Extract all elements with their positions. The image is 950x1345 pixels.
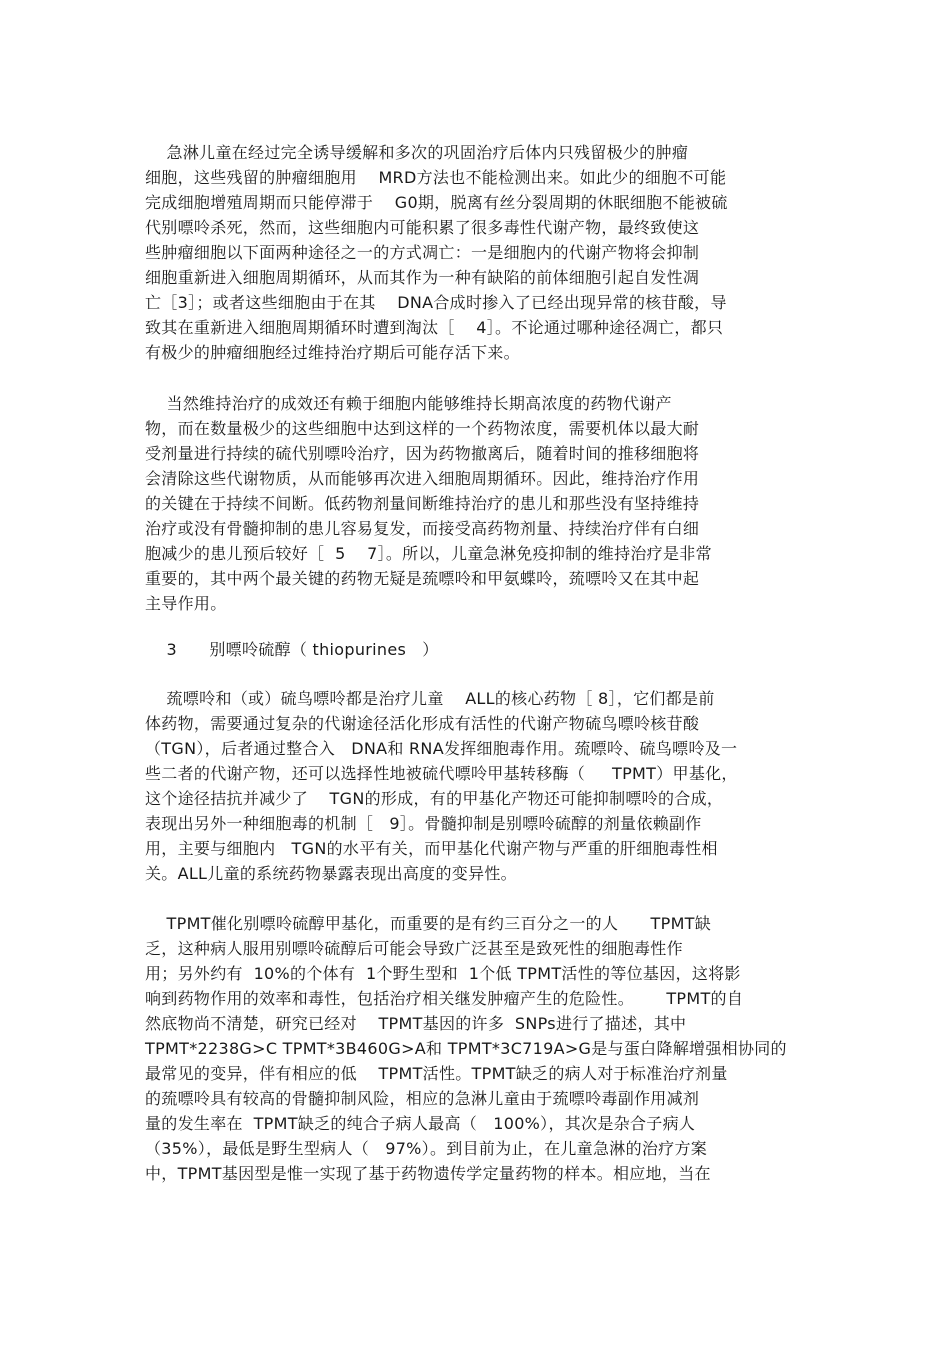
paragraph1-line-9: 有极少的肿瘤细胞经过维持治疗期后可能存活下来。 <box>145 343 520 362</box>
paragraph3-line-3: （TGN），后者通过整合入 DNA和 RNA发挥细胞毒作用。巯嘌呤、硫鸟嘌呤及一 <box>145 739 738 758</box>
paragraph3-line-4: 些二者的代谢产物，还可以选择性地被硫代嘌呤甲基转移酶（ TPMT）甲基化， <box>145 764 738 783</box>
paragraph4-line-2: 乏，这种病人服用别嘌呤硫醇后可能会导致广泛甚至是致死性的细胞毒性作 <box>145 939 683 958</box>
paragraph4-line-6: TPMT*2238G>C TPMT*3B460G>A和 TPMT*3C719A>G是与蛋白降解增强相协同的 <box>145 1039 787 1058</box>
paragraph1-line-3: 完成细胞增殖周期而只能停滞于 G0期，脱离有丝分裂周期的休眠细胞不能被硫 <box>145 193 728 212</box>
paragraph2-line-4: 会清除这些代谢物质，从而能够再次进入细胞周期循环。因此，维持治疗作用 <box>145 469 700 488</box>
paragraph2-line-9: 主导作用。 <box>145 594 227 613</box>
paragraph1-line-4: 代别嘌呤杀死，然而，这些细胞内可能积累了很多毒性代谢产物，最终致使这 <box>145 218 700 237</box>
paragraph4-line-9: 量的发生率在 TPMT缺乏的纯合子病人最高（ 100%），其次是杂合子病人 <box>145 1114 696 1133</box>
paragraph4-line-4: 响到药物作用的效率和毒性，包括治疗相关继发肿瘤产生的危险性。 TPMT的自 <box>145 989 744 1008</box>
paragraph2-line-2: 物，而在数量极少的这些细胞中达到这样的一个药物浓度，需要机体以最大耐 <box>145 419 700 438</box>
paragraph1-line-5: 些肿瘤细胞以下面两种途径之一的方式凋亡：一是细胞内的代谢产物将会抑制 <box>145 243 700 262</box>
paragraph2-line-1: 当然维持治疗的成效还有赖于细胞内能够维持长期高浓度的药物代谢产 <box>145 394 672 413</box>
paragraph3-line-2: 体药物，需要通过复杂的代谢途径活化形成有活性的代谢产物硫鸟嘌呤核苷酸 <box>145 714 700 733</box>
paragraph1-line-2: 细胞，这些残留的肿瘤细胞用 MRD方法也不能检测出来。如此少的细胞不可能 <box>145 168 727 187</box>
paragraph3-line-5: 这个途径拮抗并减少了 TGN的形成，有的甲基化产物还可能抑制嘌呤的合成， <box>145 789 724 808</box>
paragraph2-line-3: 受剂量进行持续的硫代别嘌呤治疗，因为药物撤离后，随着时间的推移细胞将 <box>145 444 700 463</box>
paragraph2-line-7: 胞减少的患儿预后较好［ 5 7］。所以，儿童急淋免疫抑制的维持治疗是非常 <box>145 544 712 563</box>
paragraph4-line-8: 的巯嘌呤具有较高的骨髓抑制风险，相应的急淋儿童由于巯嘌呤毒副作用减剂 <box>145 1089 700 1108</box>
paragraph1-line-7: 亡［3］；或者这些细胞由于在其 DNA合成时掺入了已经出现异常的核苷酸，导 <box>145 293 727 312</box>
paragraph3-line-7: 用，主要与细胞内 TGN的水平有关，而甲基化代谢产物与严重的肝细胞毒性相 <box>145 839 718 858</box>
paragraph4-line-3: 用；另外约有 10%的个体有 1个野生型和 1个低 TPMT活性的等位基因，这将影 <box>145 964 741 983</box>
paragraph4-line-7: 最常见的变异，伴有相应的低 TPMT活性。TPMT缺乏的病人对于标准治疗剂量 <box>145 1064 728 1083</box>
paragraph4-line-11: 中，TPMT基因型是惟一实现了基于药物遗传学定量药物的样本。相应地，当在 <box>145 1164 711 1183</box>
paragraph1-line-6: 细胞重新进入细胞周期循环，从而其作为一种有缺陷的前体细胞引起自发性凋 <box>145 268 700 287</box>
paragraph1-line-8: 致其在重新进入细胞周期循环时遭到淘汰［ 4］。不论通过哪种途径凋亡，都只 <box>145 318 724 337</box>
paragraph4-line-5: 然底物尚不清楚，研究已经对 TPMT基因的许多 SNPs进行了描述，其中 <box>145 1014 687 1033</box>
paragraph3-line-1: 巯嘌呤和（或）硫鸟嘌呤都是治疗儿童 ALL的核心药物［ 8］，它们都是前 <box>145 689 715 708</box>
paragraph3-line-6: 表现出另外一种细胞毒的机制［ 9］。骨髓抑制是别嘌呤硫醇的剂量依赖副作 <box>145 814 702 833</box>
paragraph2-line-8: 重要的，其中两个最关键的药物无疑是巯嘌呤和甲氨蝶呤，巯嘌呤又在其中起 <box>145 569 700 588</box>
paragraph4-line-10: （35%），最低是野生型病人（ 97%）。到目前为止，在儿童急淋的治疗方案 <box>145 1139 708 1158</box>
paragraph4-line-1: TPMT催化别嘌呤硫醇甲基化，而重要的是有约三百分之一的人 TPMT缺 <box>145 914 712 933</box>
paragraph2-line-6: 治疗或没有骨髓抑制的患儿容易复发，而接受高药物剂量、持续治疗伴有白细 <box>145 519 700 538</box>
section-heading: 3 别嘌呤硫醇（ thiopurines ） <box>145 640 439 659</box>
paragraph1-line-1: 急淋儿童在经过完全诱导缓解和多次的巩固治疗后体内只残留极少的肿瘤 <box>145 143 689 162</box>
paragraph2-line-5: 的关键在于持续不间断。低药物剂量间断维持治疗的患儿和那些没有坚持维持 <box>145 494 700 513</box>
paragraph3-line-8: 关。ALL儿童的系统药物暴露表现出高度的变异性。 <box>145 864 517 883</box>
